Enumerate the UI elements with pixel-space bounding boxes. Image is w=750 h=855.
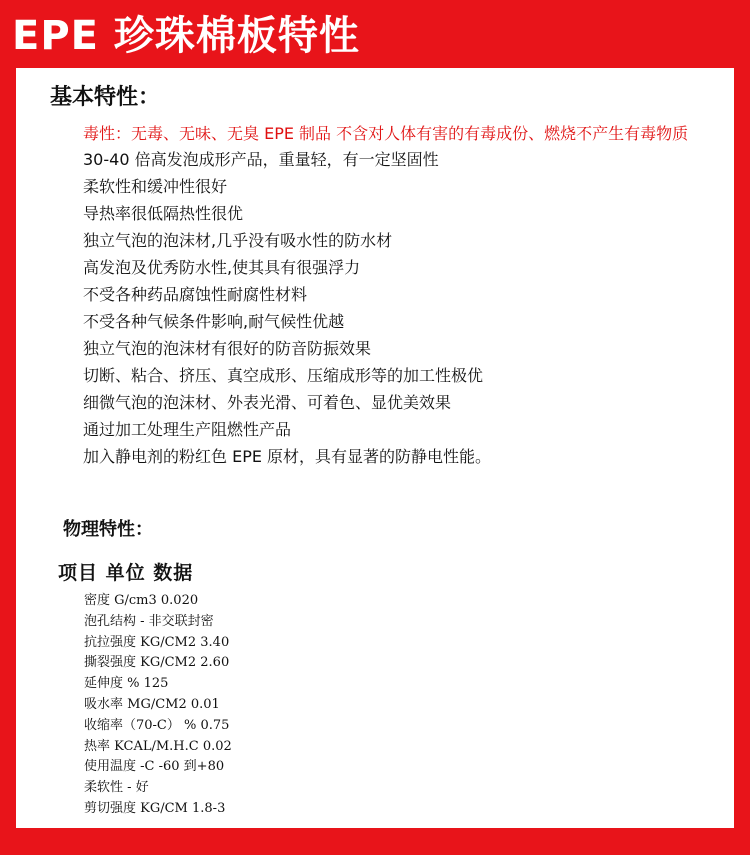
toxicity-item: 毒性：无毒、无味、无臭 EPE 制品 不含对人体有害的有毒成份、燃烧不产生有毒物质 — [83, 124, 689, 143]
table-row: 密度 G/cm3 0.020 — [84, 593, 199, 608]
list-item: 柔软性和缓冲性很好 — [83, 177, 228, 196]
list-item: 高发泡及优秀防水性,使其具有很强浮力 — [83, 258, 361, 277]
table-row: 热率 KCAL/M.H.C 0.02 — [84, 738, 232, 754]
table-row: 撕裂强度 KG/CM2 2.60 — [84, 655, 230, 671]
list-item: 不受各种药品腐蚀性耐腐性材料 — [83, 285, 308, 304]
table-row: 收缩率（70-C） % 0.75 — [84, 717, 230, 733]
table-row: 泡孔结构 - 非交联封密 — [84, 613, 214, 629]
list-item: 切断、粘合、挤压、真空成形、压缩成形等的加工性极优 — [83, 366, 484, 385]
list-item: 独立气泡的泡沫材有很好的防音防振效果 — [83, 339, 372, 358]
page-title: EPE 珍珠棉板特性 — [12, 13, 360, 59]
table-row: 抗拉强度 KG/CM2 3.40 — [84, 634, 230, 650]
physical-properties-table — [84, 591, 232, 820]
table-row: 剪切强度 KG/CM 1.8-3 — [84, 800, 226, 816]
table-row: 延伸度 % 125 — [84, 676, 169, 692]
list-item: 通过加工处理生产阻燃性产品 — [83, 420, 292, 439]
list-item: 30-40 倍高发泡成形产品，重量轻，有一定坚固性 — [83, 150, 439, 169]
list-item: 不受各种气候条件影响,耐气候性优越 — [83, 312, 345, 331]
basic-properties-heading: 基本特性： — [50, 84, 161, 110]
physical-properties-heading: 物理特性： — [63, 519, 153, 540]
table-column-headers: 项目 单位 数据 — [58, 562, 194, 584]
table-row: 吸水率 MG/CM2 0.01 — [84, 696, 220, 712]
list-item: 导热率很低隔热性很优 — [83, 204, 244, 223]
list-item: 独立气泡的泡沫材,几乎没有吸水性的防水材 — [83, 231, 393, 250]
list-item: 细微气泡的泡沫材、外表光滑、可着色、显优美效果 — [83, 393, 452, 412]
content-panel — [16, 68, 734, 828]
table-row: 使用温度 -C -60 到+80 — [84, 759, 225, 775]
basic-properties-list — [83, 121, 723, 470]
list-item: 加入静电剂的粉红色 EPE 原材，具有显著的防静电性能。 — [83, 447, 492, 466]
table-row: 柔软性 - 好 — [84, 780, 149, 796]
